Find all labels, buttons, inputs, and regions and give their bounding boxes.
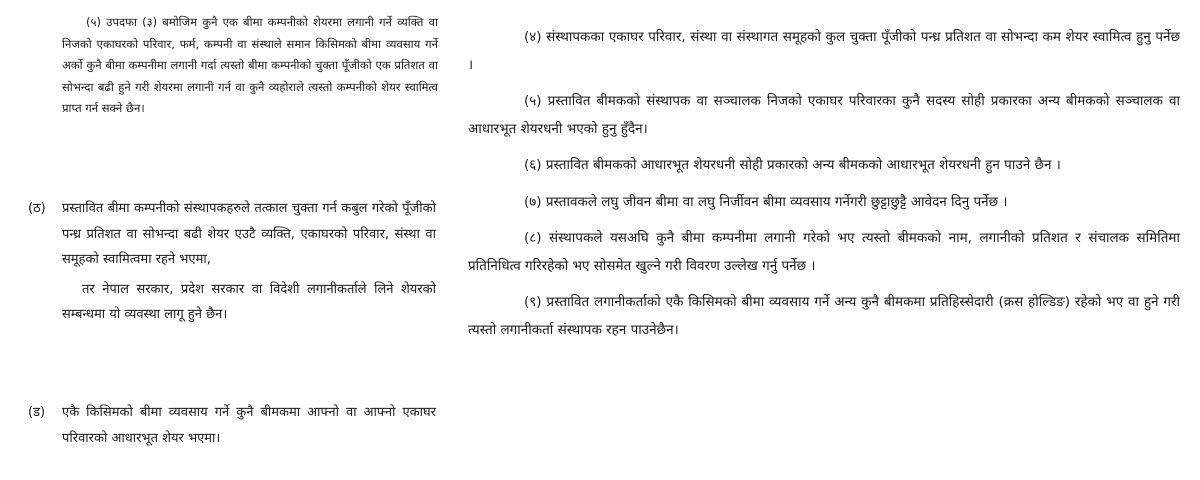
right-clause-9: (९) प्रस्तावित लगानीकर्ताको एकै किसिमको बीमा व्यवसाय गर्ने अन्य कुनै बीमकमा प्रतिहिस्सेदारी (क्रस होल्डिङ) रहेको भए वा हुने गरी त्यस्तो लगानीकर्ता संस्थापक रहन पाउनेछैन।	[468, 294, 1180, 338]
clause-tha-proviso	[62, 277, 436, 328]
sub-clause-5-text: (५) उपदफा (३) बमोजिम कुनै एक बीमा कम्पनीको शेयरमा लगानी गर्ने व्यक्ति वा निजको एकाघरको परिवार, फर्म, कम्पनी वा संस्थाले समान किसिमको बीमा व्यवसाय गर्ने अर्को कुनै बीमा कम्पनीमा लगानी गर्दा त्यस्तो बीमा कम्पनीको चुक्ता पूँजीको एक प्रतिशत वा सोभन्दा बढी हुने गरी शेयरमा लगानी गर्न वा कुनै व्यहोराले त्यस्तो कम्पनीको शेयर स्वामित्व प्राप्त गर्न सक्ने छैन।	[62, 15, 438, 115]
right-clause-4: (४) संस्थापकका एकाघर परिवार, संस्था वा संस्थागत समूहको कुल चुक्ता पूँजीको पन्ध्र प्रतिशत वा सोभन्दा कम शेयर स्वामित्व हुनु पर्नेछ ।	[468, 29, 1180, 73]
right-clause-list	[468, 24, 1180, 353]
clause-tha-text: प्रस्तावित बीमा कम्पनीको संस्थापकहरुले तत्काल चुक्ता गर्न कबुल गरेको पूँजीको पन्ध्र प्रतिशत वा सोभन्दा बढी शेयर एउटै व्यक्ति, एकाघरको परिवार, संस्था वा समूहको स्वामित्वमा रहने भएमा,	[62, 201, 436, 267]
clause-tha-proviso-text: तर नेपाल सरकार, प्रदेश सरकार वा विदेशी लगानीकर्ताले लिने शेयरको सम्बन्धमा यो व्यवस्था लागू हुने छैन।	[62, 281, 436, 322]
right-clause-6: (६) प्रस्तावित बीमकको आधारभूत शेयरधनी सोही प्रकारको अन्य बीमकको आधारभूत शेयरधनी हुन पाउने छैन ।	[524, 157, 1061, 173]
clause-da	[28, 400, 436, 451]
clause-tha-block	[28, 196, 436, 328]
left-document-pane	[0, 0, 452, 480]
right-clause-5: (५) प्रस्तावित बीमकको संस्थापक वा सञ्चालक निजको एकाघर परिवारका कुनै सदस्य सोही प्रकारका अन्य बीमकको सञ्चालक वा आधारभूत शेयरधनी भएको हुनु हुँदैन।	[468, 93, 1180, 137]
clause-da-block	[28, 400, 436, 451]
sub-clause-5-block	[62, 12, 438, 120]
clause-tha	[28, 196, 436, 328]
clause-da-text: एकै किसिमको बीमा व्यवसाय गर्ने कुनै बीमकमा आफ्नो वा आफ्नो एकाघर परिवारको आधारभूत शेयर भएमा।	[62, 405, 436, 446]
right-clause-8: (८) संस्थापकले यसअघि कुनै बीमा कम्पनीमा लगानी गरेको भए त्यस्तो बीमकको नाम, लगानीको प्रतिशत र संचालक समितिमा प्रतिनिधित्व गरिरहेको भए सोसमेत खुल्ने गरी विवरण उल्लेख गर्नु पर्नेछ ।	[468, 230, 1180, 274]
clause-da-marker: (ड)	[28, 405, 46, 420]
right-clause-7: (७) प्रस्तावकले लघु जीवन बीमा वा लघु निर्जीवन बीमा व्यवसाय गर्नेगरी छुट्टाछुट्टै आवेदन दिनु पर्नेछ ।	[524, 193, 1008, 210]
clause-tha-marker: (ठ)	[28, 201, 46, 216]
right-document-pane	[452, 0, 1200, 480]
